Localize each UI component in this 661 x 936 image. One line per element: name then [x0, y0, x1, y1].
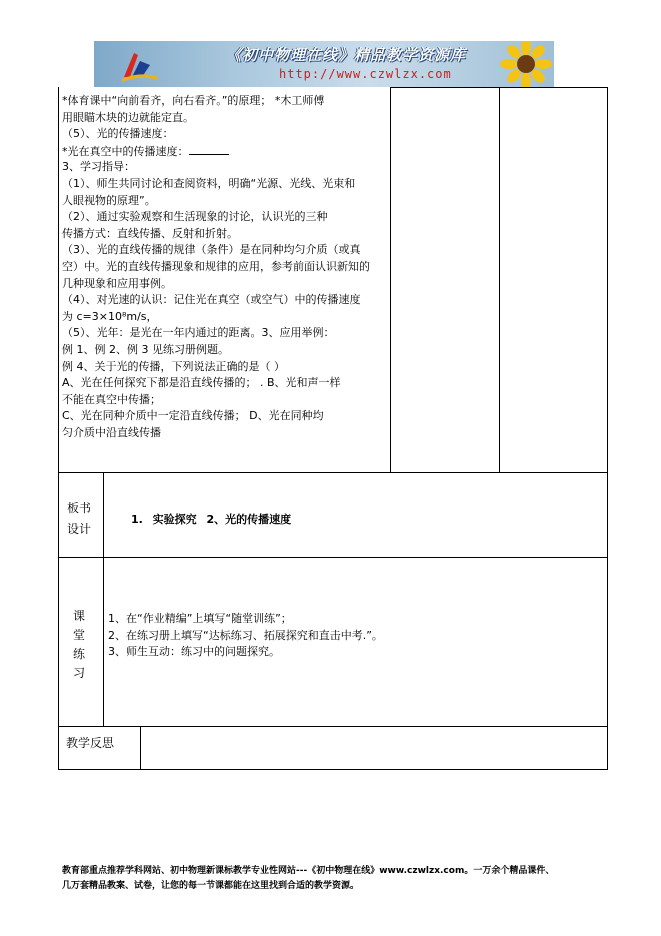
lesson-line: 例 4、关于光的传播，下列说法正确的是（ ） — [62, 359, 285, 373]
lesson-line: （5）、光年：是光在一年内通过的距离。3、应用举例： — [62, 326, 335, 340]
board-label-line: 设计 — [66, 522, 91, 536]
lesson-line: 3、学习指导： — [62, 160, 135, 174]
row-divider-2 — [58, 557, 608, 558]
practice-item: 2、在练习册上填写“达标练习、拓展探究和直击中考.”。 — [108, 628, 383, 642]
lesson-line: 用眼瞄木块的边就能定直。 — [62, 110, 194, 124]
lesson-line: A、光在任何探究下都是沿直线传播的； . B、光和声一样 — [62, 376, 341, 390]
answer-blank[interactable] — [189, 143, 229, 155]
lesson-line: （3）、光的直线传播的规律（条件）是在同种均匀介质（或真 — [62, 243, 361, 257]
practice-label — [72, 607, 86, 683]
lesson-line: 例 1、例 2、例 3 见练习册例题。 — [62, 342, 229, 356]
label-divider-reflection — [140, 726, 141, 770]
row-divider-1 — [58, 472, 608, 473]
board-label-line: 板书 — [66, 501, 91, 515]
practice-content — [108, 611, 383, 661]
sunflower-icon — [494, 41, 554, 87]
column-divider-2 — [499, 87, 500, 473]
lesson-line: （1）、师生共同讨论和查阅资料，明确“光源、光线、光束和 — [62, 176, 356, 190]
table-border-right — [607, 87, 608, 770]
practice-label-char: 课 — [72, 609, 85, 623]
board-design-content: 1. 实验探究 2、光的传播速度 — [131, 513, 292, 526]
practice-label-char: 堂 — [72, 628, 85, 642]
lesson-line: 匀介质中沿直线传播 — [62, 425, 161, 439]
reflection-label: 教学反思 — [66, 736, 115, 750]
lesson-content — [62, 93, 386, 441]
lesson-line: 不能在真空中传播； — [62, 392, 161, 406]
lesson-line: （2）、通过实验观察和生活现象的讨论，认识光的三种 — [62, 210, 328, 224]
practice-item: 1、在“作业精编”上填写“随堂训练”； — [108, 612, 292, 625]
practice-item: 3、师生互动：练习中的问题探究。 — [108, 645, 280, 658]
board-design-label — [66, 498, 92, 540]
lesson-line: （5）、光的传播速度： — [62, 127, 174, 141]
footer-line: 几万套精品教案、试卷，让您的每一节课都能在这里找到合适的教学资源。 — [62, 881, 360, 891]
lesson-line: 为 c=3×10⁸m/s， — [62, 309, 158, 323]
table-border-left — [58, 87, 59, 770]
lesson-line: 传播方式：直线传播、反射和折射。 — [62, 226, 238, 240]
label-divider-practice — [103, 557, 104, 727]
logo-icon — [120, 47, 160, 83]
lesson-line: （4）、对光速的认识：记住光在真空（或空气）中的传播速度 — [62, 293, 361, 307]
lesson-line: C、光在同种介质中一定沿直线传播； D、光在同种均 — [62, 409, 324, 423]
lesson-line: 几种现象和应用事例。 — [62, 276, 172, 290]
practice-label-char: 习 — [72, 666, 85, 680]
lesson-line: *体育课中“向前看齐，向右看齐。”的原理； *木工师傅 — [62, 94, 325, 107]
column-divider-1 — [390, 87, 391, 473]
header-banner — [94, 41, 554, 87]
practice-label-char: 练 — [72, 647, 85, 661]
page-footer — [62, 864, 554, 894]
lesson-line: 人眼视物的原理”。 — [62, 193, 156, 207]
label-divider-board — [103, 472, 104, 558]
banner-title: 《初中物理在线》精品教学资源库 — [226, 46, 467, 64]
lesson-line-text: *光在真空中的传播速度： — [62, 144, 189, 158]
lesson-line: 空）中。光的直线传播现象和规律的应用，参考前面认识新知的 — [62, 259, 370, 273]
lesson-line-speed — [62, 143, 386, 160]
table-border-bottom — [58, 769, 608, 770]
footer-line: 教育部重点推荐学科网站、初中物理新课标教学专业性网站---《初中物理在线》www.czwlzx.com。一万余个精品课件、 — [62, 866, 555, 876]
banner-url[interactable]: http://www.czwlzx.com — [279, 67, 452, 81]
